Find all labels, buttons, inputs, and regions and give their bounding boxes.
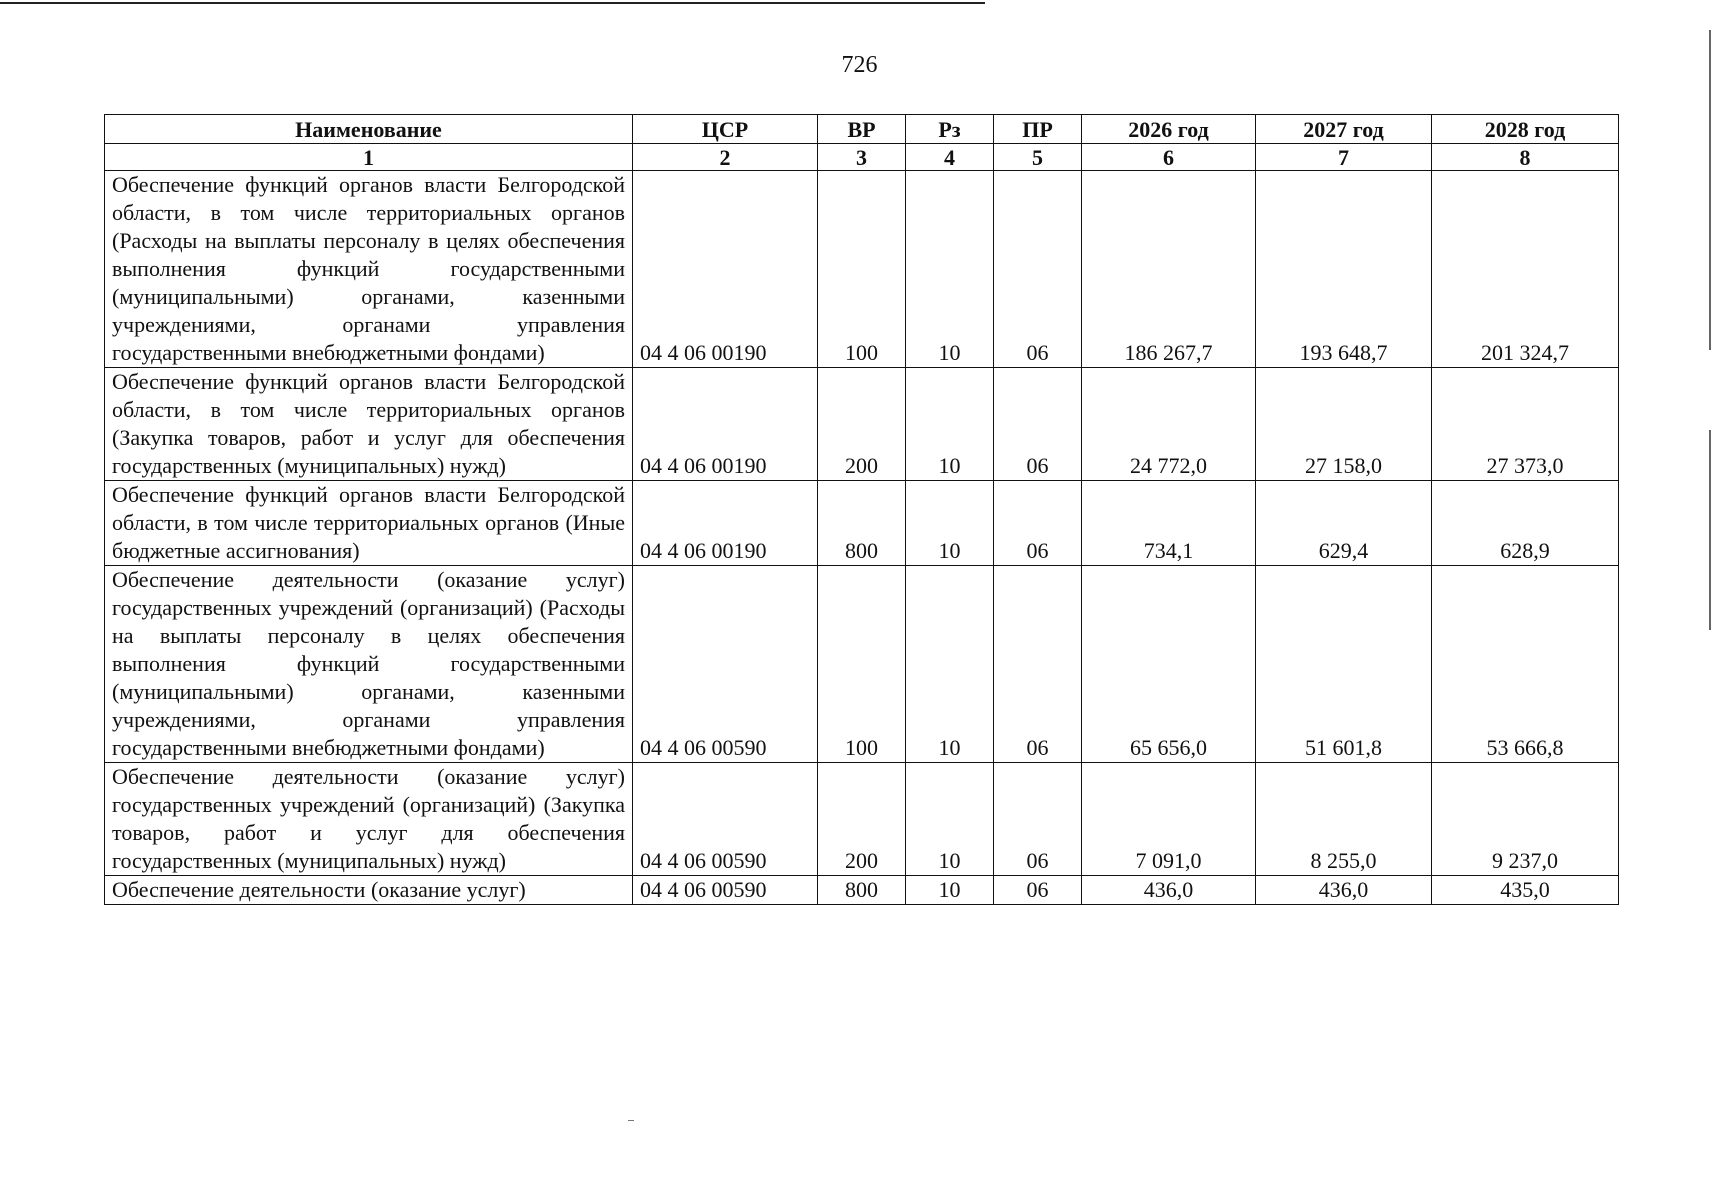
row-vr: 800 bbox=[818, 876, 906, 905]
row-amount-2028: 628,9 bbox=[1432, 481, 1619, 566]
row-name: Обеспечение функций органов власти Белгородской области, в том числе территориальных органов (Расходы на выплаты персоналу в целях обеспечения выполнения функций государственными (муниципальными) органами, казенными учреждениями, органами управления государственными внебюджетными фондами) bbox=[105, 171, 633, 368]
row-csr: 04 4 06 00590 bbox=[633, 763, 818, 876]
row-vr: 100 bbox=[818, 566, 906, 763]
column-header-pr: ПР bbox=[994, 115, 1082, 144]
column-number: 6 bbox=[1082, 144, 1256, 171]
row-amount-2028: 27 373,0 bbox=[1432, 368, 1619, 481]
row-pr: 06 bbox=[994, 171, 1082, 368]
column-header-2027: 2027 год bbox=[1256, 115, 1432, 144]
row-amount-2026: 436,0 bbox=[1082, 876, 1256, 905]
row-rz: 10 bbox=[906, 481, 994, 566]
column-header-rz: Рз bbox=[906, 115, 994, 144]
row-rz: 10 bbox=[906, 368, 994, 481]
page-number: 726 bbox=[841, 52, 878, 78]
row-vr: 100 bbox=[818, 171, 906, 368]
column-number: 8 bbox=[1432, 144, 1619, 171]
budget-table bbox=[104, 114, 1619, 905]
row-amount-2026: 7 091,0 bbox=[1082, 763, 1256, 876]
row-amount-2026: 734,1 bbox=[1082, 481, 1256, 566]
row-amount-2027: 8 255,0 bbox=[1256, 763, 1432, 876]
row-amount-2027: 436,0 bbox=[1256, 876, 1432, 905]
row-amount-2026: 186 267,7 bbox=[1082, 171, 1256, 368]
column-number: 7 bbox=[1256, 144, 1432, 171]
row-pr: 06 bbox=[994, 763, 1082, 876]
row-amount-2026: 65 656,0 bbox=[1082, 566, 1256, 763]
column-header-csr: ЦСР bbox=[633, 115, 818, 144]
table-row bbox=[105, 566, 1619, 763]
column-header-2026: 2026 год bbox=[1082, 115, 1256, 144]
scan-speck bbox=[628, 1120, 634, 1121]
row-amount-2027: 629,4 bbox=[1256, 481, 1432, 566]
header-row bbox=[105, 115, 1619, 144]
row-amount-2028: 9 237,0 bbox=[1432, 763, 1619, 876]
row-rz: 10 bbox=[906, 171, 994, 368]
row-csr: 04 4 06 00190 bbox=[633, 481, 818, 566]
row-vr: 800 bbox=[818, 481, 906, 566]
row-rz: 10 bbox=[906, 876, 994, 905]
row-name: Обеспечение деятельности (оказание услуг) bbox=[105, 876, 633, 905]
row-csr: 04 4 06 00190 bbox=[633, 171, 818, 368]
table-row bbox=[105, 368, 1619, 481]
column-header-name: Наименование bbox=[105, 115, 633, 144]
column-header-2028: 2028 год bbox=[1432, 115, 1619, 144]
row-name: Обеспечение функций органов власти Белгородской области, в том числе территориальных органов (Закупка товаров, работ и услуг для обеспечения государственных (муниципальных) нужд) bbox=[105, 368, 633, 481]
scan-edge-line bbox=[1709, 430, 1711, 630]
column-header-vr: ВР bbox=[818, 115, 906, 144]
row-amount-2027: 193 648,7 bbox=[1256, 171, 1432, 368]
row-name: Обеспечение деятельности (оказание услуг) государственных учреждений (организаций) (Закупка товаров, работ и услуг для обеспечения государственных (муниципальных) нужд) bbox=[105, 763, 633, 876]
row-rz: 10 bbox=[906, 763, 994, 876]
row-name: Обеспечение деятельности (оказание услуг) государственных учреждений (организаций) (Расходы на выплаты персоналу в целях обеспечения выполнения функций государственными (муниципальными) органами, казенными учреждениями, органами управления государственными внебюджетными фондами) bbox=[105, 566, 633, 763]
row-pr: 06 bbox=[994, 566, 1082, 763]
row-name: Обеспечение функций органов власти Белгородской области, в том числе территориальных органов (Иные бюджетные ассигнования) bbox=[105, 481, 633, 566]
column-number: 4 bbox=[906, 144, 994, 171]
row-vr: 200 bbox=[818, 763, 906, 876]
column-number: 1 bbox=[105, 144, 633, 171]
column-number-row bbox=[105, 144, 1619, 171]
table-row bbox=[105, 876, 1619, 905]
row-pr: 06 bbox=[994, 876, 1082, 905]
row-csr: 04 4 06 00190 bbox=[633, 368, 818, 481]
row-amount-2027: 51 601,8 bbox=[1256, 566, 1432, 763]
column-number: 2 bbox=[633, 144, 818, 171]
row-pr: 06 bbox=[994, 368, 1082, 481]
row-rz: 10 bbox=[906, 566, 994, 763]
column-number: 5 bbox=[994, 144, 1082, 171]
column-number: 3 bbox=[818, 144, 906, 171]
row-pr: 06 bbox=[994, 481, 1082, 566]
row-csr: 04 4 06 00590 bbox=[633, 876, 818, 905]
scan-border-line bbox=[0, 2, 985, 4]
table-row bbox=[105, 763, 1619, 876]
row-vr: 200 bbox=[818, 368, 906, 481]
table-row bbox=[105, 171, 1619, 368]
table-row bbox=[105, 481, 1619, 566]
row-amount-2028: 53 666,8 bbox=[1432, 566, 1619, 763]
row-amount-2028: 435,0 bbox=[1432, 876, 1619, 905]
row-amount-2028: 201 324,7 bbox=[1432, 171, 1619, 368]
row-amount-2027: 27 158,0 bbox=[1256, 368, 1432, 481]
row-amount-2026: 24 772,0 bbox=[1082, 368, 1256, 481]
row-csr: 04 4 06 00590 bbox=[633, 566, 818, 763]
